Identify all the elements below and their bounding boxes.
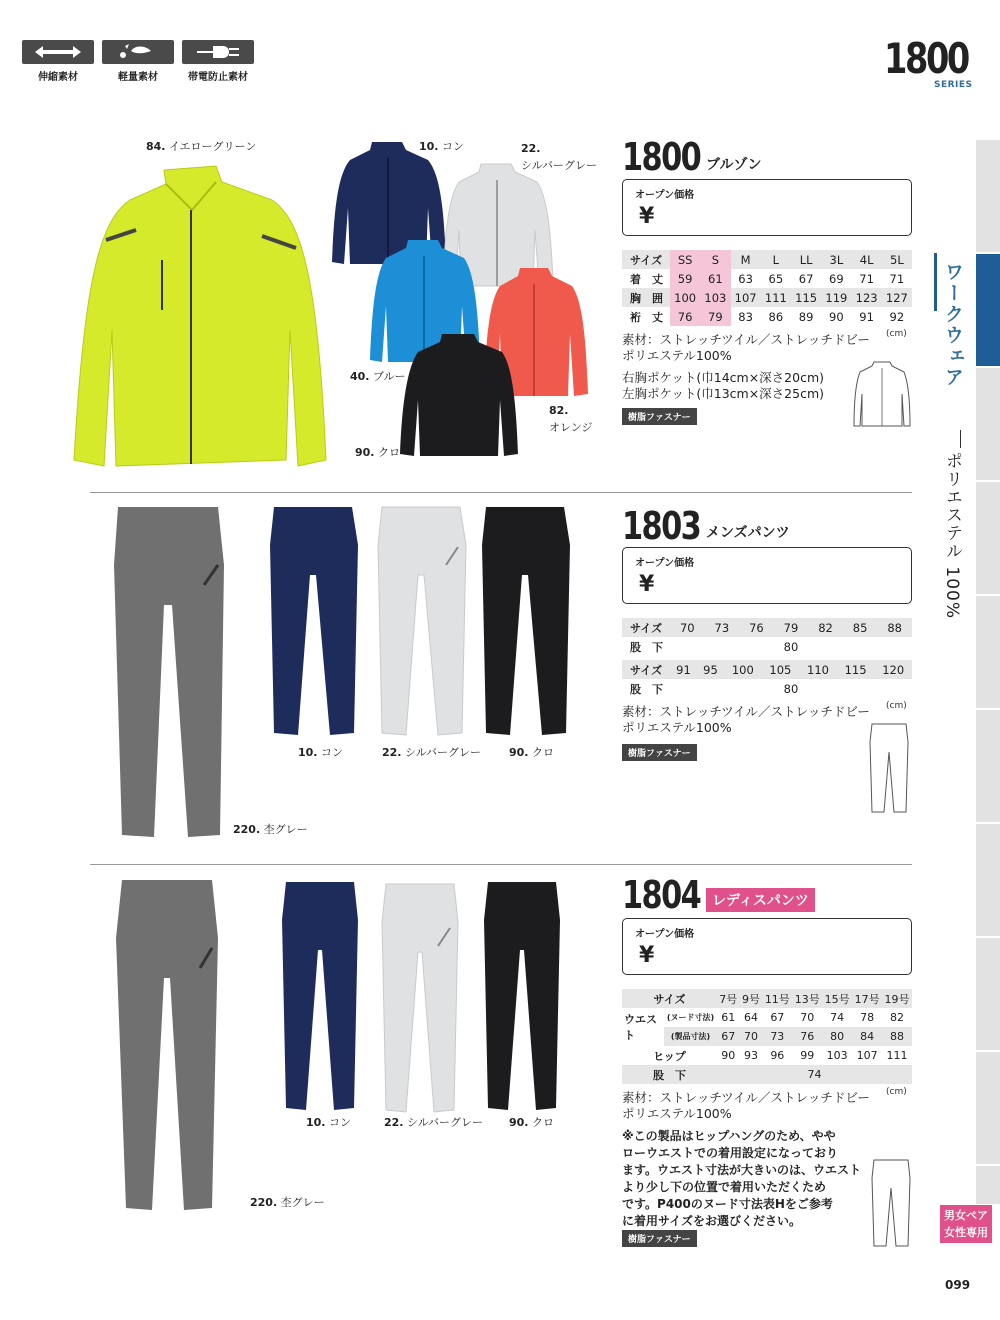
side-tab[interactable] xyxy=(976,140,1000,254)
feature-lightweight xyxy=(102,40,174,83)
color-label: 220. 杢グレー xyxy=(233,823,308,836)
table-row: 股 下 80 xyxy=(622,679,912,698)
color-label: 82. xyxy=(549,404,569,417)
size-table-1804 xyxy=(622,989,912,1084)
color-label: 84. イエローグリーン xyxy=(146,140,257,153)
table-row: 裄 丈 76 79 83 86 89 90 91 92 xyxy=(622,307,912,326)
side-tab[interactable] xyxy=(976,824,1000,938)
table-row: サイズ 7号 9号 11号 13号 15号 17号 19号 xyxy=(622,989,912,1008)
side-tab[interactable] xyxy=(976,710,1000,824)
ladies-pants-line-drawing xyxy=(870,1158,912,1248)
pants-black-mens-image xyxy=(480,505,572,737)
size-table-1803-a xyxy=(622,618,912,656)
pants-navy-mens-image xyxy=(268,505,360,737)
material-text: 素材：ストレッチツイル／ストレッチドビー xyxy=(622,704,870,719)
price-symbol: ¥ xyxy=(639,204,655,229)
feature-label: 軽量素材 xyxy=(118,72,158,83)
category-name: ワークウェア xyxy=(942,262,964,388)
color-label: 22. シルバーグレー xyxy=(384,1116,483,1129)
table-row: サイズ 70 73 76 79 82 85 88 xyxy=(622,618,912,637)
price-label: オープン価格 xyxy=(635,190,695,201)
color-label: 10. コン xyxy=(419,140,464,153)
pocket-left-text: 左胸ポケット(巾13cm×深さ25cm) xyxy=(622,386,825,401)
color-label: 10. コン xyxy=(306,1116,351,1129)
price-symbol: ¥ xyxy=(639,572,655,597)
series-label: SERIES xyxy=(934,80,973,90)
color-label: 40. ブルー xyxy=(350,370,406,383)
category-accent-bar xyxy=(934,253,937,311)
antistatic-plug-icon xyxy=(182,40,254,64)
table-row: ウエスト (ヌード寸法) 61 64 67 70 74 78 82 xyxy=(622,1008,912,1027)
color-label: 90. クロ xyxy=(509,746,554,759)
pants-black-ladies-image xyxy=(482,880,562,1112)
table-row: 股 下 74 xyxy=(622,1065,912,1084)
jacket-line-drawing xyxy=(852,360,912,430)
composition-text: ポリエステル100% xyxy=(622,1106,732,1121)
pair-badge: 男女ペア 女性専用 xyxy=(940,1205,992,1243)
price-box xyxy=(622,547,912,604)
feature-antistatic xyxy=(182,40,254,83)
side-tab[interactable] xyxy=(976,1052,1000,1166)
table-row: サイズ SS S M L LL 3L 4L 5L xyxy=(622,250,912,269)
color-label: シルバーグレー xyxy=(521,159,597,172)
pants-mokugray-mens-image xyxy=(108,505,228,840)
side-tab[interactable] xyxy=(976,482,1000,596)
pants-mokugray-ladies-image xyxy=(112,878,222,1213)
color-label: 22. シルバーグレー xyxy=(382,746,481,759)
product-number: 1803 xyxy=(622,504,701,548)
material-divider xyxy=(960,430,961,448)
pants-navy-ladies-image xyxy=(280,880,360,1112)
color-label: 90. クロ xyxy=(355,446,400,459)
pants-line-drawing xyxy=(868,722,910,814)
product-name: ブルゾン xyxy=(706,157,762,173)
pants-silvergray-ladies-image xyxy=(380,882,460,1114)
jacket-black-image xyxy=(400,330,520,460)
feature-label: 帯電防止素材 xyxy=(188,72,248,83)
price-label: オープン価格 xyxy=(635,929,695,940)
material-text: 素材：ストレッチツイル／ストレッチドビー xyxy=(622,1090,870,1105)
color-label: 10. コン xyxy=(298,746,343,759)
feature-stretch xyxy=(22,40,94,83)
product-name: レディスパンツ xyxy=(706,888,815,912)
series-number: 1800 xyxy=(884,34,968,83)
composition-text: ポリエステル100% xyxy=(622,348,732,363)
section-divider xyxy=(90,492,912,493)
table-row: (製品寸法) 67 70 73 76 80 84 88 xyxy=(622,1027,912,1046)
product-number: 1804 xyxy=(622,873,701,917)
side-tab[interactable] xyxy=(976,938,1000,1052)
page-number: 099 xyxy=(945,1278,971,1292)
table-row: ヒップ 90 93 96 99 103 107 111 xyxy=(622,1046,912,1065)
fit-note: ※この製品はヒップハングのため、やや ローウエストでの着用設定になっており ます。ウエスト寸法が大きいのは、ウエスト より少し下の位置で着用いただくため です。P400のヌード寸法表Hをご参考 に着用サイズをお選びください。 xyxy=(622,1129,862,1228)
unit-label: (cm) xyxy=(886,1087,907,1097)
color-label: オレンジ xyxy=(549,421,593,434)
size-table-1800 xyxy=(622,250,912,326)
color-label: 90. クロ xyxy=(509,1116,554,1129)
jacket-yellowgreen-image xyxy=(66,160,336,480)
unit-label: (cm) xyxy=(886,701,907,711)
resin-zipper-tag: 樹脂ファスナー xyxy=(622,408,697,425)
pants-silvergray-mens-image xyxy=(376,505,468,737)
side-tab[interactable] xyxy=(976,1166,1000,1206)
section-divider xyxy=(90,864,912,865)
resin-zipper-tag: 樹脂ファスナー xyxy=(622,744,697,761)
price-box xyxy=(622,179,912,236)
color-label: 22. xyxy=(521,142,541,155)
size-table-1803-b xyxy=(622,660,912,698)
table-row: 胸 囲 100 103 107 111 115 119 123 127 xyxy=(622,288,912,307)
unit-label: (cm) xyxy=(886,329,907,339)
price-box xyxy=(622,918,912,975)
price-label: オープン価格 xyxy=(635,558,695,569)
table-row: 股 下 80 xyxy=(622,637,912,656)
material-text: 素材：ストレッチツイル／ストレッチドビー xyxy=(622,332,870,347)
side-tab-active[interactable] xyxy=(976,254,1000,368)
table-row: 着 丈 59 61 63 65 67 69 71 71 xyxy=(622,269,912,288)
table-row: サイズ 91 95 100 105 110 115 120 xyxy=(622,660,912,679)
price-symbol: ¥ xyxy=(639,943,655,968)
stretch-arrows-icon xyxy=(22,40,94,64)
side-tab[interactable] xyxy=(976,368,1000,482)
resin-zipper-tag: 樹脂ファスナー xyxy=(622,1230,697,1247)
feature-label: 伸縮素材 xyxy=(38,72,78,83)
lightweight-feather-icon xyxy=(102,40,174,64)
product-number: 1800 xyxy=(622,135,701,179)
pocket-right-text: 右胸ポケット(巾14cm×深さ20cm) xyxy=(622,370,825,385)
color-label: 220. 杢グレー xyxy=(250,1196,325,1209)
product-name: メンズパンツ xyxy=(706,525,790,541)
category-material: ポリエステル 100% xyxy=(942,452,962,620)
side-tab[interactable] xyxy=(976,596,1000,710)
composition-text: ポリエステル100% xyxy=(622,720,732,735)
